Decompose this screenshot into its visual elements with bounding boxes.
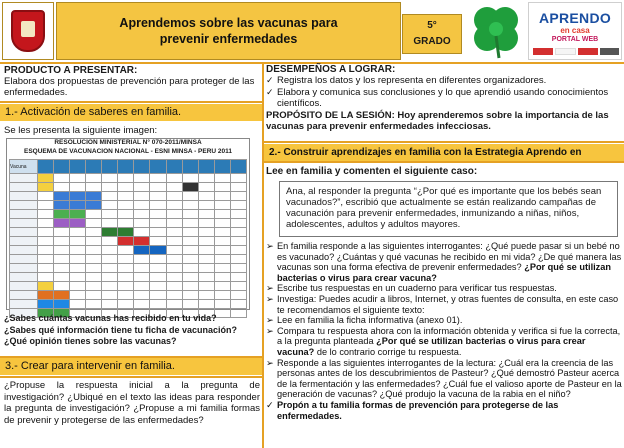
desempenos-list: [266, 75, 622, 109]
bullet-2: [266, 283, 622, 294]
school-logo: [2, 2, 54, 60]
arrow-bullet-icon: ➢: [266, 283, 274, 294]
arrow-bullet-icon: ➢: [266, 325, 274, 336]
producto-section: [4, 65, 260, 98]
divider-left-3: [0, 376, 263, 378]
vaccination-scheme-image: [6, 138, 250, 310]
header: [0, 0, 624, 62]
producto-text: Elabora dos propuestas de prevención para proteger de las enfermedades.: [4, 76, 255, 98]
desempeno-item: ✓ Elabora y comunica sus conclusiones y lo que aprendió usando conocimientos científicos.: [266, 87, 622, 109]
vaccine-column-header: Vacuna: [10, 160, 38, 174]
vaccination-table: [9, 159, 247, 318]
arrow-bullet-icon: ➢: [266, 357, 274, 368]
producto-title: PRODUCTO A PRESENTAR:: [4, 65, 138, 76]
title-line-1: Aprendemos sobre las vacunas para: [119, 16, 338, 30]
bullet-7: [266, 400, 622, 421]
bullet-6-text: Responde a las siguientes interrogantes de la lectura: ¿Cuál era la creencia de las personas antes de los descubrimientos de Pasteur? ¿Qué demostró Pasteur acerca de la fermentación y las enfermedades? ¿Cuál fue el valioso aporte de Pasteur en la generación de vacunas? ¿Qué produjo la vacuna de la rabia en el niño?: [277, 357, 622, 400]
logo-brand-sub: en casa: [560, 26, 590, 35]
section2-title: 2.- Construir aprendizajes en familia con la Estrategia Aprendo en: [264, 144, 624, 161]
section1-intro: Se les presenta la siguiente imagen:: [4, 125, 158, 136]
section2-subtitle: Lee en familia y comenten el siguiente caso:: [266, 166, 478, 177]
clover-logo-icon: [466, 2, 526, 60]
divider-right-1: [263, 141, 624, 143]
bullet-5-post: de lo contrario corrige tu respuesta.: [316, 346, 462, 357]
divider-right-2: [263, 161, 624, 163]
proposito: PROPÓSITO DE LA SESIÓN: Hoy aprenderemos sobre la importancia de las vacunas para prevenir enfermedades infecciosas.: [266, 110, 609, 132]
section3-text: ¿Propuse la respuesta inicial a la pregunta de investigación? ¿Ubiqué en el texto las ideas para responder la pregunta de investigación? ¿Propuse a mi familia formas de prevenir y protegerse de las enfermedades?: [4, 380, 260, 426]
grade-label: GRADO: [413, 36, 451, 47]
grade-number: 5°: [427, 20, 437, 31]
image-title-2: ESQUEMA DE VACUNACION NACIONAL - ESNI MINSA - PERU 2011: [7, 147, 249, 156]
check-bullet-icon: ✓: [266, 399, 274, 410]
bullet-2-text: Escribe tus respuestas en un cuaderno para verificar tus respuestas.: [277, 283, 557, 294]
bullet-7-text: Propón a tu familia formas de prevención para protegerse de las enfermedades.: [277, 399, 559, 421]
bullet-1: [266, 241, 622, 283]
question-1: ¿Sabes cuántas vacunas has recibido en tu vida?: [4, 313, 217, 323]
bullet-5-bold: ¿Por qué se utilizan bacterias o virus para crear vacuna?: [277, 336, 586, 357]
question-3: ¿Qué opinión tienes sobre las vacunas?: [4, 336, 177, 346]
page-title: [56, 2, 401, 60]
section3-title: 3.- Crear para intervenir en familia.: [0, 358, 262, 375]
section1-questions: [4, 313, 260, 348]
title-line-2: prevenir enfermedades: [159, 32, 298, 46]
desempenos-title: DESEMPEÑOS A LOGRAR:: [266, 64, 396, 75]
desempeno-item: ✓ Registra los datos y los representa en diferentes organizadores.: [266, 75, 622, 86]
bullet-3-text: Investiga: Puedes acudir a libros, Internet, y otras fuentes de consulta, en este caso te recomendamos el siguiente texto:: [277, 293, 619, 315]
bullet-5: [266, 326, 622, 358]
logo-flag-strip: [533, 48, 619, 55]
aprendo-en-casa-logo: [528, 2, 622, 60]
arrow-bullet-icon: ➢: [266, 315, 274, 326]
divider-vertical: [262, 62, 264, 448]
bullet-4: [266, 315, 622, 326]
bullet-4-text: Lee en familia la ficha informativa (anexo 01).: [277, 315, 463, 326]
arrow-bullet-icon: ➢: [266, 241, 274, 251]
question-2: ¿Sabes qué información tiene tu ficha de vacunación?: [4, 324, 238, 335]
grade-badge: [402, 14, 462, 54]
divider-left-1: [0, 101, 263, 103]
image-title-1: RESOLUCION MINISTERIAL N° 070-2011/MINSA: [7, 139, 249, 147]
case-box: Ana, al responder la pregunta “¿Por qué es importante que los bebés sean vacunados?”, escribió que actualmente se están realizando campañas de vacunación para prevenir enfermedades, inmunizando a niñas, niños, adolescentes, adultos y adultos mayores.: [279, 181, 618, 237]
logo-brand: APRENDO: [538, 10, 612, 26]
section2-bullets: [266, 241, 622, 421]
bullet-5-text: Compara tu respuesta ahora con la información obtenida y verifica si fue la correcta, a la pregunta planteada: [277, 325, 621, 347]
section1-title: 1.- Activación de saberes en familia.: [0, 104, 262, 121]
desempenos-section: [266, 64, 622, 132]
bullet-3: [266, 294, 622, 315]
shield-icon: [11, 10, 45, 52]
bullet-1-bold: ¿Por qué se utilizan bacterias o virus para crear vacuna?: [277, 262, 611, 283]
arrow-bullet-icon: ➢: [266, 293, 274, 304]
bullet-1-text: En familia responde a las siguientes interrogantes: ¿Qué puede pasar si un bebé no es vacunado? ¿Cuántas y qué vacunas he recibido en mi vida? ¿De qué manera las vacunas son una forma efectiva de prevenir enfermedades?: [277, 241, 622, 273]
logo-portal: PORTAL WEB: [551, 36, 599, 43]
bullet-6: [266, 358, 622, 400]
